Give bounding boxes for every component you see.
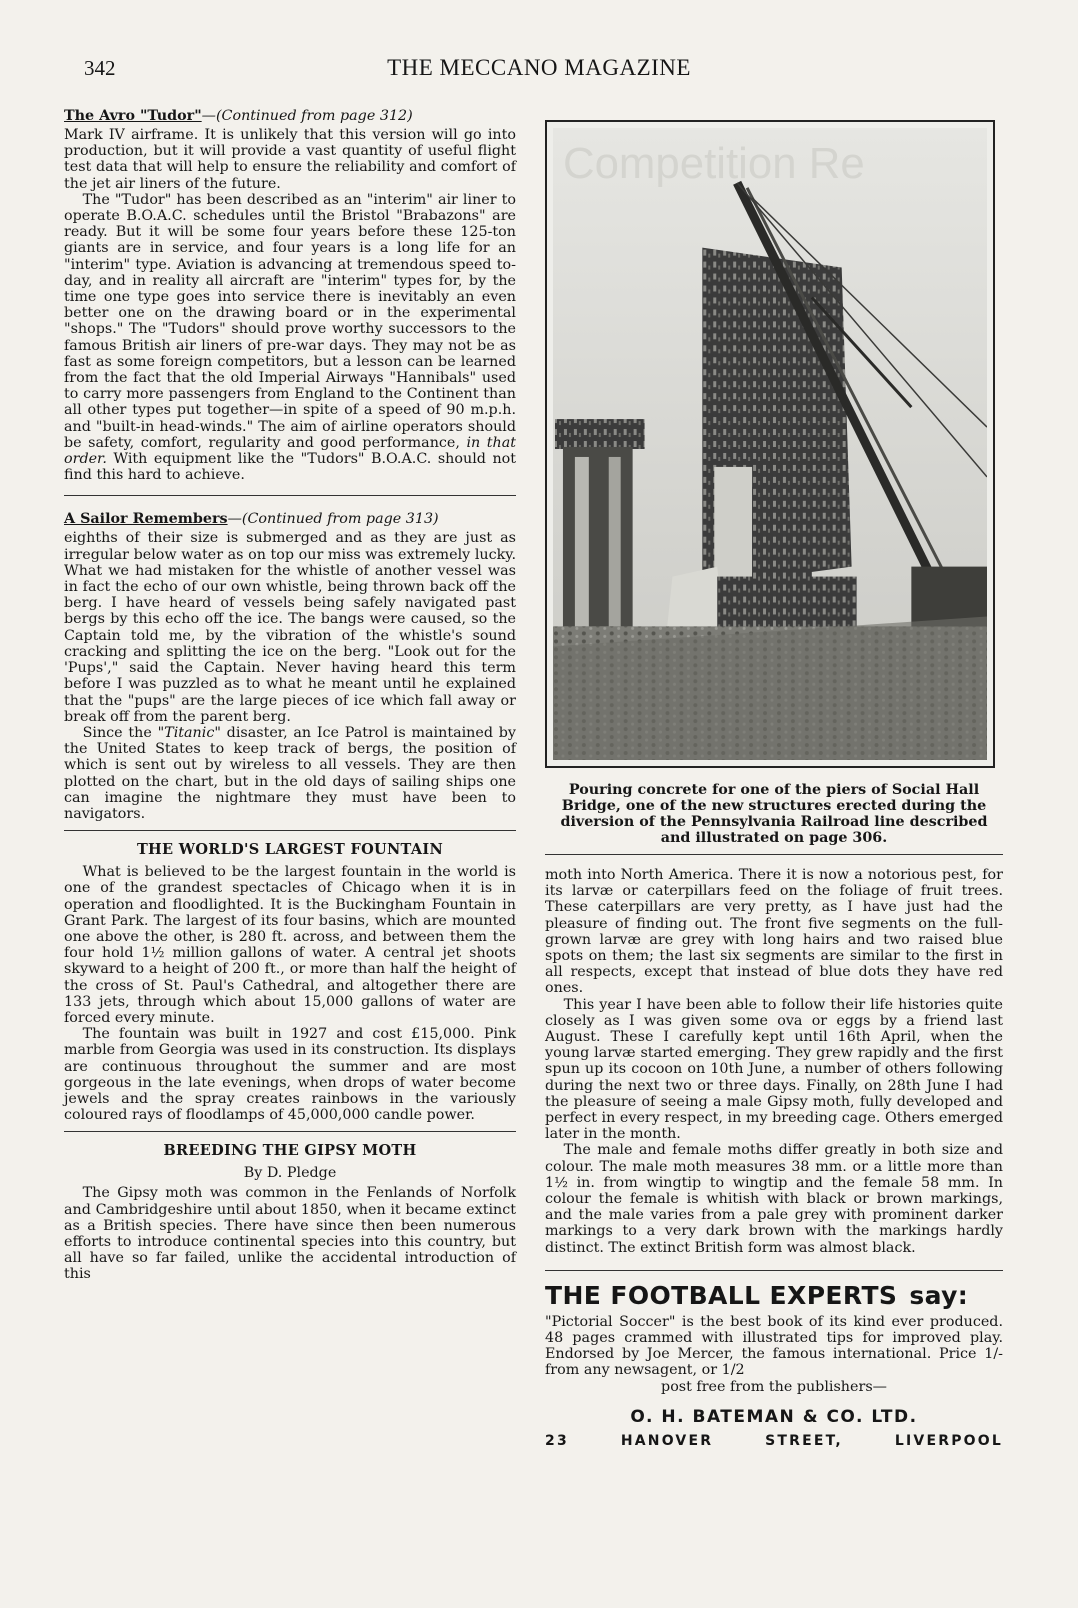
magazine-title: THE MECCANO MAGAZINE bbox=[387, 55, 691, 80]
bridge-photo bbox=[545, 120, 995, 768]
tudor-continued: —(Continued from page 312) bbox=[201, 108, 413, 124]
ad-divider bbox=[545, 1270, 1003, 1271]
sailor-p2-end: " disaster, an Ice Patrol is maintained by the United States to keep track of bergs, the position of which is sent out by wireless to all vessels. They are then plotted on the chart, but in the old days of sailing ships one can imagine the nightmare they must have been to navigators. bbox=[64, 724, 517, 822]
caption-divider bbox=[545, 854, 1003, 855]
page-number: 342 bbox=[84, 56, 116, 80]
moth-paragraph-1: The Gipsy moth was common in the Fenlands of Norfolk and Cambridgeshire until about 1850, when it became extinct as a British species. There have since then been numerous efforts to introduce continental species into this country, but all have so far failed, unlike the accidental introduction of this bbox=[64, 1185, 516, 1283]
ad-address-city: LIVERPOOL bbox=[894, 1432, 1003, 1449]
bridge-construction-image bbox=[553, 128, 987, 760]
ad-company: O. H. BATEMAN & CO. LTD. bbox=[630, 1406, 918, 1427]
ad-address-number: 23 bbox=[545, 1432, 569, 1449]
section-divider bbox=[64, 495, 516, 496]
sailor-p2-start: Since the " bbox=[82, 724, 165, 741]
svg-text:Competition Re: Competition Re bbox=[562, 138, 865, 188]
tudor-paragraph-2 bbox=[64, 192, 516, 484]
sailor-p2-italic: Titanic bbox=[164, 724, 215, 741]
ad-say: say: bbox=[909, 1280, 969, 1310]
fountain-paragraph-2: The fountain was built in 1927 and cost £15,000. Pink marble from Georgia was used in its construction. Its displays are continuous throughout the summer and are most gorgeous in the late evenings, when drops of water become jewels and the spray creates rainbows in the variously coloured rays of floodlamps of 45,000,000 candle power. bbox=[64, 1026, 516, 1124]
moth-byline: By D. Pledge bbox=[243, 1165, 337, 1182]
tudor-p2-italic: in that order. bbox=[64, 434, 516, 468]
fountain-paragraph-1: What is believed to be the largest fountain in the world is one of the grandest spectacles of Chicago when it is in operation and floodlighted. It is the Buckingham Fountain in Grant Park. The largest of its four basins, which are mounted one above the other, is 280 ft. across, and between them the four hold 1½ million gallons of water. A central jet shoots skyward to a height of 200 ft., or more than half the height of the cross of St. Paul's Cathedral, and altogether there are 133 jets, through which about 15,000 gallons of water are forced every minute. bbox=[64, 864, 516, 1026]
fountain-title: THE WORLD'S LARGEST FOUNTAIN bbox=[136, 841, 444, 859]
moth-title: BREEDING THE GIPSY MOTH bbox=[163, 1142, 417, 1160]
ad-headline-text: THE FOOTBALL EXPERTS bbox=[545, 1280, 898, 1310]
ad-address-street: STREET, bbox=[765, 1432, 843, 1449]
moth-paragraph-1-cont: moth into North America. There it is now a notorious pest, for its larvæ or caterpillars feed on the foliage of fruit trees. These caterpillars are very pretty, as I have just had the pleasure of finding out. The front five segments on the full-grown larvæ are grey with long hairs and two raised blue spots on them; the last six segments are similar to the first in all respects, except that instead of blue dots they have red ones. bbox=[545, 867, 1003, 997]
section-divider bbox=[64, 830, 516, 831]
ad-headline bbox=[545, 1281, 1003, 1310]
ad-publisher-line: post free from the publishers— bbox=[661, 1378, 887, 1395]
ad-address bbox=[545, 1433, 1003, 1449]
sailor-paragraph-1: eighths of their size is submerged and as they are just as irregular below water as on top our miss was extremely lucky. What we had mistaken for the whistle of another vessel was in fact the echo of our own whistle, being thrown back off the berg. I have heard of vessels being safely navigated past bergs by this echo off the ice. The bangs were caused, so the Captain told me, by the vibration of the whistle's sound cracking and splitting the ice on the berg. "Look out for the 'Pups'," said the Captain. Never having heard this term before I was puzzled as to what he meant until he explained that the "pups" are the large pieces of ice which fall away or break off from the parent berg. bbox=[64, 530, 516, 725]
ad-body: "Pictorial Soccer" is the best book of its kind ever produced. 48 pages crammed with illustrated tips for improved play. Endorsed by Joe Mercer, the famous international. Price 1/- from any newsagent, or 1/2 bbox=[545, 1313, 1003, 1379]
section-divider bbox=[64, 1131, 516, 1132]
moth-paragraph-3: The male and female moths differ greatly in both size and colour. The male moth measures 38 mm. or a little more than 1½ in. from wingtip to wingtip and the female 58 mm. In colour the female is whitish with black or brown markings, and the male varies from a pale grey with prominent darker markings to a very dark brown with the markings hardly distinct. The extinct British form was almost black. bbox=[545, 1142, 1003, 1256]
moth-paragraph-2: This year I have been able to follow their life histories quite closely as I was given some ova or eggs by a friend last August. These I carefully kept until 16th April, when the young larvæ started emerging. They grew rapidly and the first spun up its cocoon on 10th June, a number of others following during the next two or three days. Finally, on 28th June I had the pleasure of seeing a male Gipsy moth, fully developed and perfect in every respect, in my breeding cage. Others emerged later in the month. bbox=[545, 996, 1003, 1143]
tudor-p2-end: With equipment like the "Tudors" B.O.A.C. should not find this hard to achieve. bbox=[64, 451, 517, 484]
photo-caption: Pouring concrete for one of the piers of Social Hall Bridge, one of the new structures erected during the diversion of the Pennsylvania Railroad line described and illustrated on page 306. bbox=[560, 782, 988, 846]
tudor-title: The Avro "Tudor" bbox=[64, 108, 202, 124]
tudor-heading bbox=[64, 107, 516, 125]
sailor-continued: —(Continued from page 313) bbox=[227, 511, 439, 528]
sailor-paragraph-2 bbox=[64, 725, 516, 822]
tudor-paragraph-1: Mark IV airframe. It is unlikely that this version will go into production, but it will provide a vast quantity of useful flight test data that will help to ensure the reliability and comfort of the jet air liners of the future. bbox=[64, 127, 516, 192]
sailor-title: A Sailor Remembers bbox=[64, 511, 228, 528]
sailor-heading bbox=[64, 510, 516, 528]
right-column bbox=[545, 120, 1003, 1449]
tudor-p2-text: The "Tudor" has been described as an "interim" air liner to operate B.O.A.C. schedules until the Bristol "Brabazons" are ready. But it will be some four years before these 125-ton giants are in service, and four years is a long life for an "interim" type. Aviation is advancing at tremendous speed to-day, and in reality all aircraft are "interim" types for, by the time one type goes into service there is inevitably an even better one on the drawing board or in the experimental "shops." The "Tudors" should prove worthy successors to the famous British air liners of pre-war days. They may not be as fast as some foreign competitors, but a lesson can be learned from the fact that the old Imperial Airways "Hannibals" used to carry more passengers from England to the Continent than all other types put together—in spite of a speed of 90 m.p.h. and "built-in head-winds." The aim of airline operators should be safety, comfort, regularity and good performance, bbox=[64, 191, 516, 451]
left-column bbox=[64, 107, 516, 1283]
ad-address-street-name: HANOVER bbox=[620, 1432, 714, 1449]
